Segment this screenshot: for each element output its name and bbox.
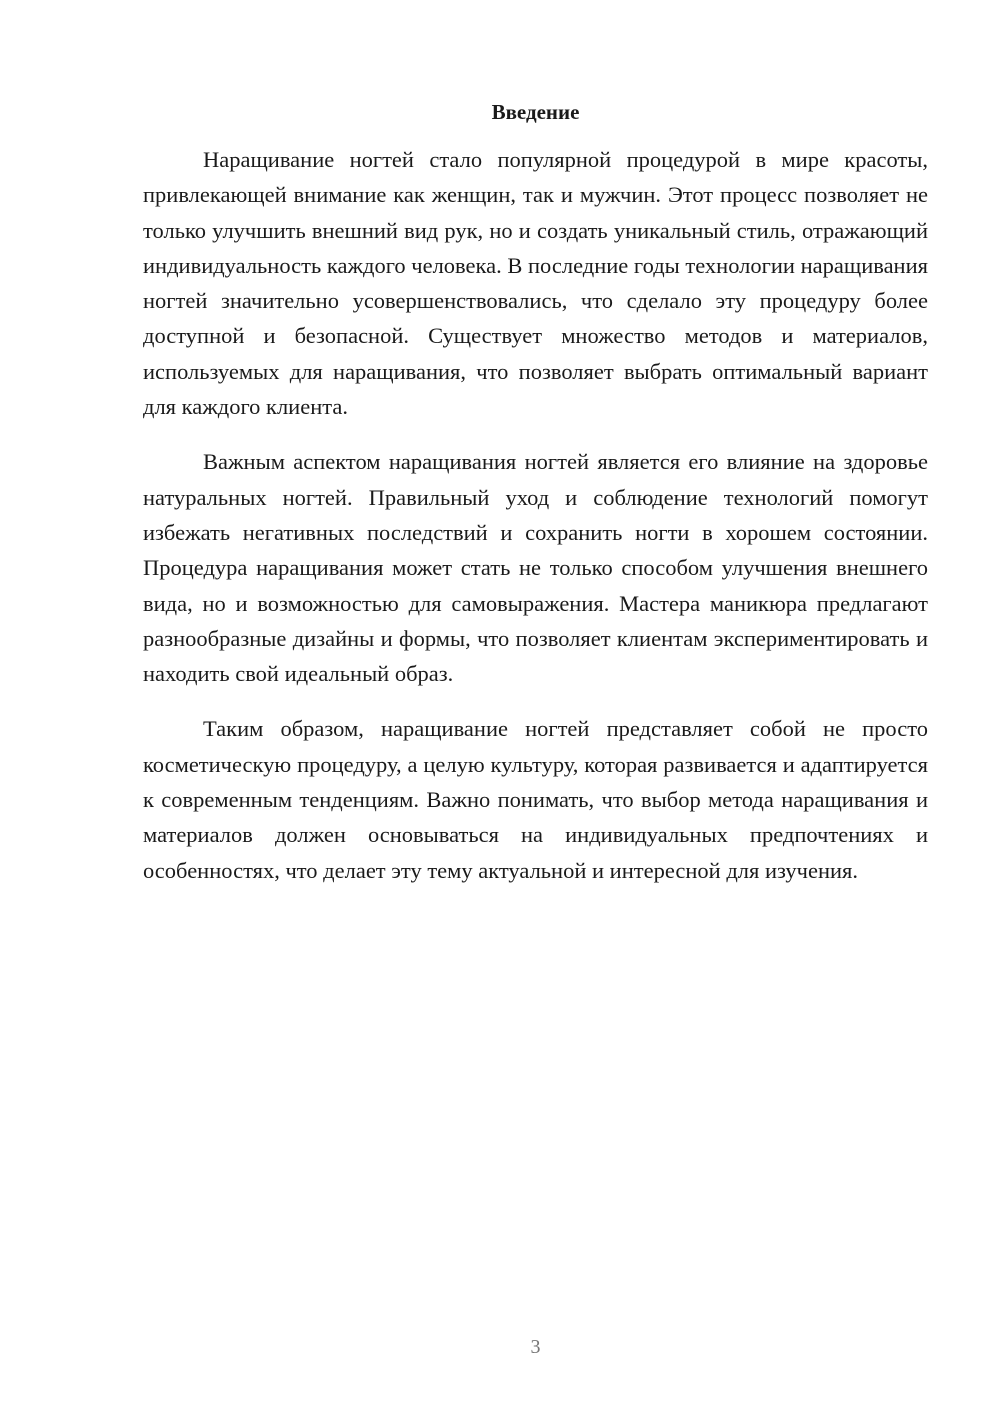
paragraph-2: Важным аспектом наращивания ногтей является его влияние на здоровье натуральных ногтей. Правильный уход и соблюдение технологий помогут избежать негативных последствий и сохранить ногти в хорошем состоянии. Процедура наращивания может стать не только способом улучшения внешнего вида, но и возможностью для самовыражения. Мастера маникюра предлагают разнообразные дизайны и формы, что позволяет клиентам экспериментировать и находить свой идеальный образ. — [143, 449, 928, 687]
paragraph-3: Таким образом, наращивание ногтей представляет собой не просто косметическую процедуру, а целую культуру, которая развивается и адаптируется к современным тенденциям. Важно понимать, что выбор метода наращивания и материалов должен основываться на индивидуальных предпочтениях и особенностях, что делает эту тему актуальной и интересной для изучения. — [143, 716, 928, 883]
paragraph-1: Наращивание ногтей стало популярной процедурой в мире красоты, привлекающей внимание как женщин, так и мужчин. Этот процесс позволяет не только улучшить внешний вид рук, но и создать уникальный стиль, отражающий индивидуальность каждого человека. В последние годы технологии наращивания ногтей значительно усовершенствовались, что сделало эту процедуру более доступной и безопасной. Существует множество методов и материалов, используемых для наращивания, что позволяет выбрать оптимальный вариант для каждого клиента. — [143, 147, 928, 420]
page-number: 3 — [530, 1336, 541, 1358]
section-heading: Введение — [491, 100, 580, 124]
body-text — [143, 142, 928, 908]
